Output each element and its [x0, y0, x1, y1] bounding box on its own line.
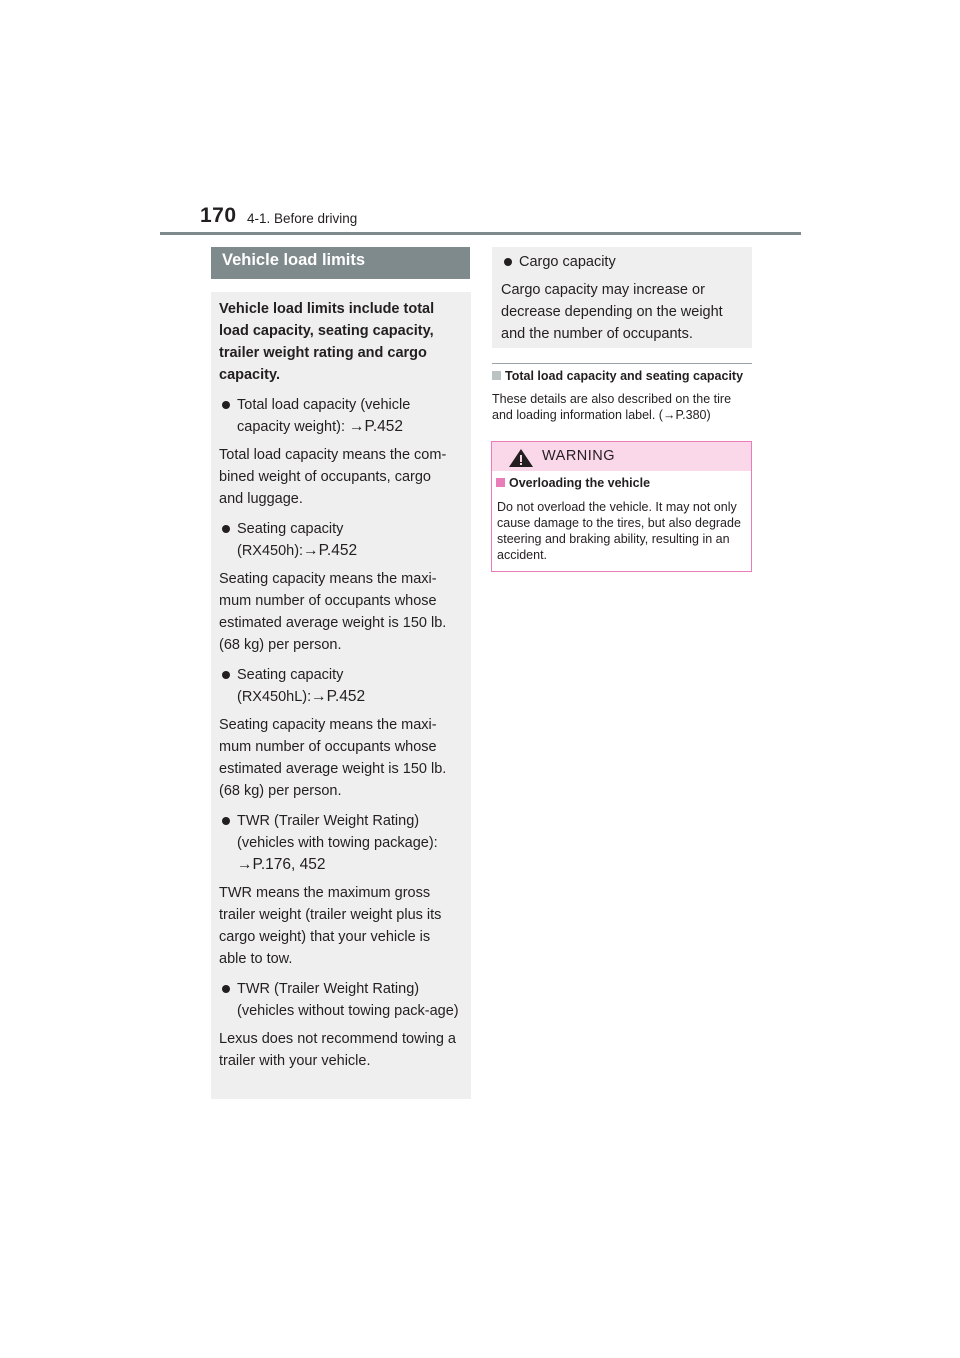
warning-text: Do not overload the vehicle. It may not only cause damage to the tires, but also degrade steering and braking ability, resulting in an accident.: [497, 500, 741, 562]
bullet-text: Seating capacity (RX450h):: [237, 521, 344, 559]
bullet-total-load: [219, 394, 459, 438]
load-limits-box: [211, 292, 471, 1099]
section-title: 4-1. Before driving: [247, 211, 358, 226]
sub-description: These details are also described on the tire and loading information label. (→P.380): [492, 392, 732, 422]
cargo-capacity-box: [492, 247, 752, 348]
bullet-text: Seating capacity (RX450hL):: [237, 667, 344, 705]
warning-header: [492, 442, 751, 471]
bullet-dot-icon: [222, 401, 230, 409]
bullet-dot-icon: [222, 525, 230, 533]
bullet-seating-rx450h: [219, 518, 459, 562]
description-text: Seating capacity means the maxi-mum number of occupants whose estimated average weight is 150 lb. (68 kg) per person.: [219, 571, 447, 653]
square-bullet-icon: [492, 371, 501, 380]
description-text: Total load capacity means the com-bined weight of occupants, cargo and luggage.: [219, 447, 447, 507]
warning-label: WARNING: [542, 448, 616, 464]
warning-sub-heading: [496, 476, 650, 490]
bullet-twr-no-towing: [219, 978, 459, 1022]
bullet-text: Total load capacity (vehicle capacity weight):: [237, 397, 411, 435]
page-ref-link[interactable]: →P.452: [311, 688, 366, 705]
bullet-dot-icon: [222, 817, 230, 825]
page-ref-link[interactable]: →P.452: [349, 418, 404, 435]
bullet-seating-rx450hl: [219, 664, 459, 708]
page-number: 170: [200, 204, 237, 227]
description-text: Lexus does not recommend towing a trailer with your vehicle.: [219, 1031, 456, 1069]
bullet-dot-icon: [222, 985, 230, 993]
description-text: TWR means the maximum gross trailer weight (trailer weight plus its cargo weight) that your vehicle is able to tow.: [219, 885, 442, 967]
page-ref-link[interactable]: →P.176, 452: [237, 856, 326, 873]
page-ref-link[interactable]: →P.452: [303, 542, 358, 559]
warning-box: [491, 441, 752, 572]
bullet-cargo-capacity: [501, 251, 741, 273]
bullet-dot-icon: [222, 671, 230, 679]
vehicle-load-limits-heading: [211, 247, 470, 279]
warning-triangle-icon: [508, 448, 534, 468]
description-text: Cargo capacity may increase or decrease depending on the weight and the number of occupants.: [501, 282, 723, 342]
bullet-text: TWR (Trailer Weight Rating) (vehicles with towing package):: [237, 813, 438, 851]
warning-sub-heading-text: Overloading the vehicle: [509, 476, 651, 490]
heading-text: Vehicle load limits: [222, 251, 366, 269]
bullet-dot-icon: [504, 258, 512, 266]
description-text: Seating capacity means the maxi-mum number of occupants whose estimated average weight is 150 lb. (68 kg) per person.: [219, 717, 447, 799]
bullet-text: TWR (Trailer Weight Rating) (vehicles without towing pack-age): [237, 981, 459, 1019]
square-bullet-icon: [496, 478, 505, 487]
sub-heading-text: Total load capacity and seating capacity: [505, 369, 744, 383]
bullet-text: Cargo capacity: [519, 254, 616, 270]
header-rule: [160, 232, 801, 235]
intro-text: Vehicle load limits include total load capacity, seating capacity, trailer weight rating and cargo capacity.: [219, 301, 435, 383]
sub-heading-load-seating: [492, 369, 743, 383]
bullet-twr-towing: [219, 810, 459, 876]
section-divider: [492, 363, 752, 364]
